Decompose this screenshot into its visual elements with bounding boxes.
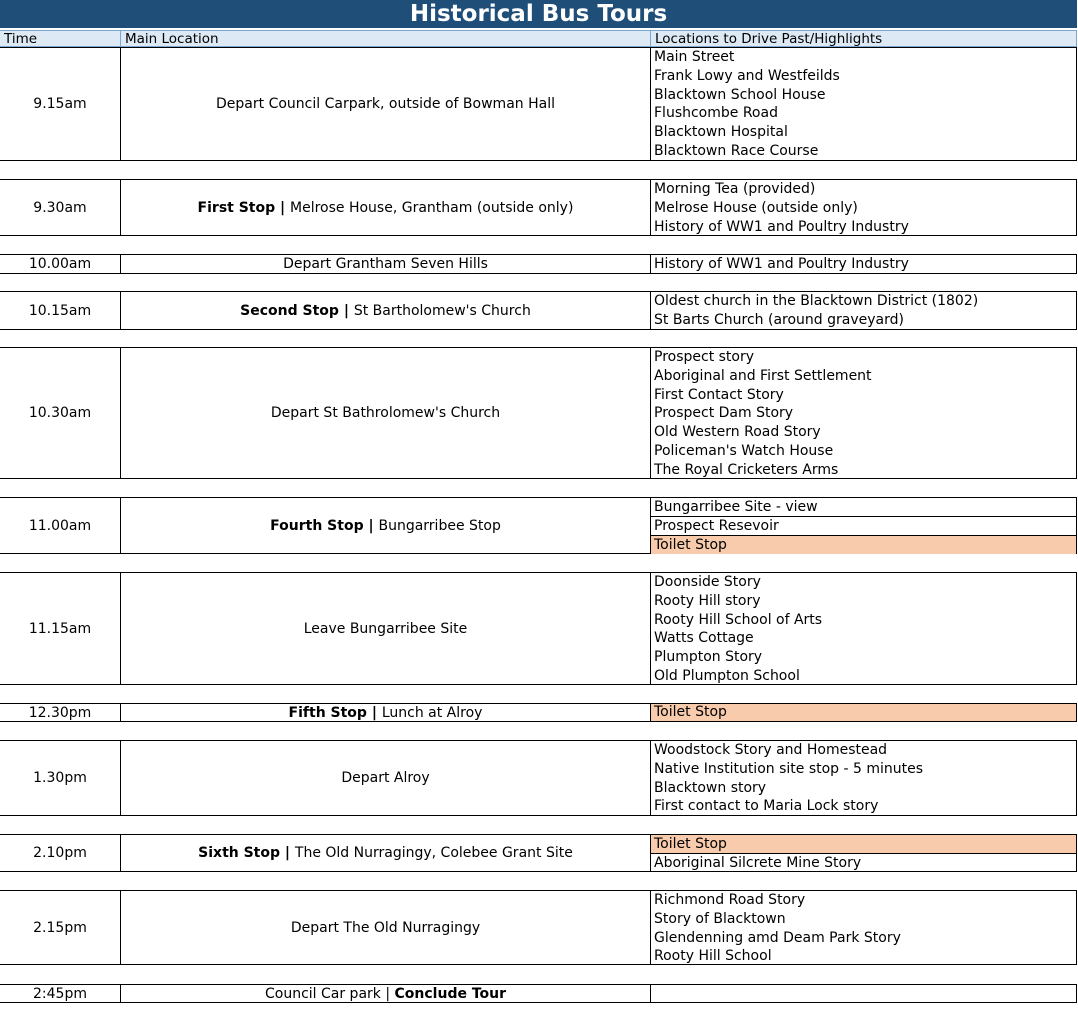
location-text: Depart Alroy (341, 770, 430, 786)
schedule-row (0, 740, 1077, 816)
row-time: 11.15am (0, 573, 121, 684)
separator: | (380, 985, 395, 1002)
row-time: 2.15pm (0, 891, 121, 964)
highlight-item: Richmond Road Story (654, 892, 806, 908)
schedule-row (0, 703, 1077, 722)
highlight-item: Main Street (654, 49, 735, 65)
row-highlights (651, 255, 1077, 273)
location-text: St Bartholomew's Church (353, 302, 531, 319)
highlight-item: Melrose House (outside only) (654, 199, 858, 216)
schedule-row (0, 47, 1077, 161)
highlight-item: Morning Tea (provided) (654, 181, 816, 197)
highlight-item: Old Plumpton School (654, 667, 800, 684)
highlight-item: Blacktown Race Course (654, 142, 819, 159)
row-main-location (121, 835, 651, 871)
separator: | (280, 845, 295, 861)
row-main-location (121, 498, 651, 553)
highlight-item: Blacktown story (654, 779, 767, 796)
highlight-item: Rooty Hill story (654, 592, 761, 609)
location-text: Depart Council Carpark, outside of Bowman Hall (216, 96, 555, 112)
row-highlights (651, 498, 1077, 553)
highlight-item: Story of Blacktown (654, 910, 786, 927)
page-title: Historical Bus Tours (0, 0, 1077, 28)
highlight-item: Plumpton Story (654, 649, 763, 666)
row-highlights (651, 835, 1077, 871)
separator: | (338, 302, 354, 319)
row-main-location (121, 255, 651, 273)
highlight-item: Rooty Hill School (654, 948, 772, 965)
row-highlights (651, 573, 1077, 684)
row-highlights (651, 180, 1077, 235)
highlight-item: Glendenning amd Deam Park Story (654, 929, 901, 946)
highlight-item: Native Institution site stop - 5 minutes (654, 760, 924, 777)
header-highlights-label: Locations to Drive Past/Highlights (655, 31, 883, 47)
schedule-row (0, 254, 1077, 274)
highlight-item: Aboriginal Silcrete Mine Story (654, 854, 862, 871)
row-highlights (651, 292, 1077, 329)
row-highlights (651, 741, 1077, 815)
row-time: 2.10pm (0, 835, 121, 871)
schedule-row (0, 890, 1077, 965)
highlight-item: Watts Cottage (654, 630, 754, 647)
highlight-item: Woodstock Story and Homestead (654, 742, 888, 758)
row-main-location (121, 180, 651, 235)
row-highlights (651, 48, 1077, 160)
row-time: 9.15am (0, 48, 121, 160)
column-header-main-location (121, 30, 651, 47)
schedule-row (0, 834, 1077, 872)
location-text: Bungarribee Stop (378, 517, 501, 534)
location-text: Depart St Bathrolomew's Church (270, 405, 501, 421)
row-time: 11.00am (0, 498, 121, 553)
highlight-item: History of WW1 and Poultry Industry (654, 256, 909, 272)
highlight-item: First Contact Story (654, 386, 784, 403)
schedule-row (0, 291, 1077, 330)
separator: | (366, 704, 382, 721)
stop-label: Fifth Stop (288, 704, 367, 721)
column-header-time (0, 30, 121, 47)
row-main-location (121, 891, 651, 964)
location-text: Depart Grantham Seven Hills (283, 256, 488, 272)
highlight-item: Bungarribee Site - view (651, 498, 1076, 517)
column-header-highlights (651, 30, 1077, 47)
highlight-item: Blacktown Hospital (654, 124, 788, 141)
highlight-item: Rooty Hill School of Arts (654, 611, 823, 628)
row-main-location (121, 292, 651, 329)
highlight-item: Toilet Stop (651, 536, 1076, 555)
row-main-location (121, 48, 651, 160)
row-main-location (121, 741, 651, 815)
row-time: 10.15am (0, 292, 121, 329)
row-main-location (121, 348, 651, 478)
row-time: 10.30am (0, 348, 121, 478)
highlight-item: Aboriginal and First Settlement (654, 367, 872, 384)
schedule-row (0, 984, 1077, 1003)
row-highlights (651, 985, 1077, 1002)
location-text: Council Car park (264, 985, 381, 1002)
row-highlights (651, 891, 1077, 964)
highlight-item: Prospect Dam Story (654, 405, 794, 422)
highlight-item: First contact to Maria Lock story (654, 798, 879, 815)
highlight-item: Old Western Road Story (654, 424, 821, 441)
header-main-location-label: Main Location (125, 31, 219, 47)
highlight-item: Oldest church in the Blacktown District (1802) (654, 293, 979, 309)
location-text: Leave Bungarribee Site (303, 620, 468, 637)
separator: | (363, 517, 379, 534)
location-text: Lunch at Alroy (381, 704, 483, 721)
schedule-row (0, 572, 1077, 685)
row-main-location (121, 573, 651, 684)
row-main-location (121, 704, 651, 721)
schedule-row (0, 497, 1077, 554)
stop-label: Fourth Stop (270, 517, 364, 534)
highlight-item: Frank Lowy and Westfeilds (654, 67, 840, 84)
highlight-item: The Royal Cricketers Arms (654, 461, 839, 478)
highlight-item: Prospect story (654, 349, 755, 365)
highlight-item: Toilet Stop (651, 835, 1076, 854)
highlight-item: Policeman's Watch House (654, 442, 834, 459)
highlight-item: Prospect Resevoir (651, 517, 1076, 536)
row-highlights (651, 704, 1077, 721)
row-time: 12.30pm (0, 704, 121, 721)
location-text: Melrose House, Grantham (outside only) (290, 199, 574, 216)
row-time: 9.30am (0, 180, 121, 235)
highlight-item: Doonside Story (654, 574, 761, 590)
highlight-item: History of WW1 and Poultry Industry (654, 218, 909, 235)
separator: | (275, 199, 291, 216)
location-text: The Old Nurragingy, Colebee Grant Site (294, 845, 573, 861)
highlight-item: Toilet Stop (651, 704, 1076, 721)
stop-label: Sixth Stop (198, 845, 281, 861)
row-time: 2:45pm (0, 985, 121, 1002)
highlight-item: St Barts Church (around graveyard) (654, 311, 904, 328)
row-main-location (121, 985, 651, 1002)
location-text: Depart The Old Nurragingy (290, 919, 481, 936)
highlight-item: Flushcombe Road (654, 105, 778, 122)
row-time: 1.30pm (0, 741, 121, 815)
schedule-row (0, 179, 1077, 236)
stop-label: First Stop (197, 199, 276, 216)
conclude-label: Conclude Tour (394, 985, 507, 1002)
row-time: 10.00am (0, 255, 121, 273)
row-highlights (651, 348, 1077, 478)
highlight-item: Blacktown School House (654, 86, 826, 103)
header-time-label: Time (4, 31, 38, 47)
schedule-row (0, 347, 1077, 479)
stop-label: Second Stop (240, 302, 339, 319)
